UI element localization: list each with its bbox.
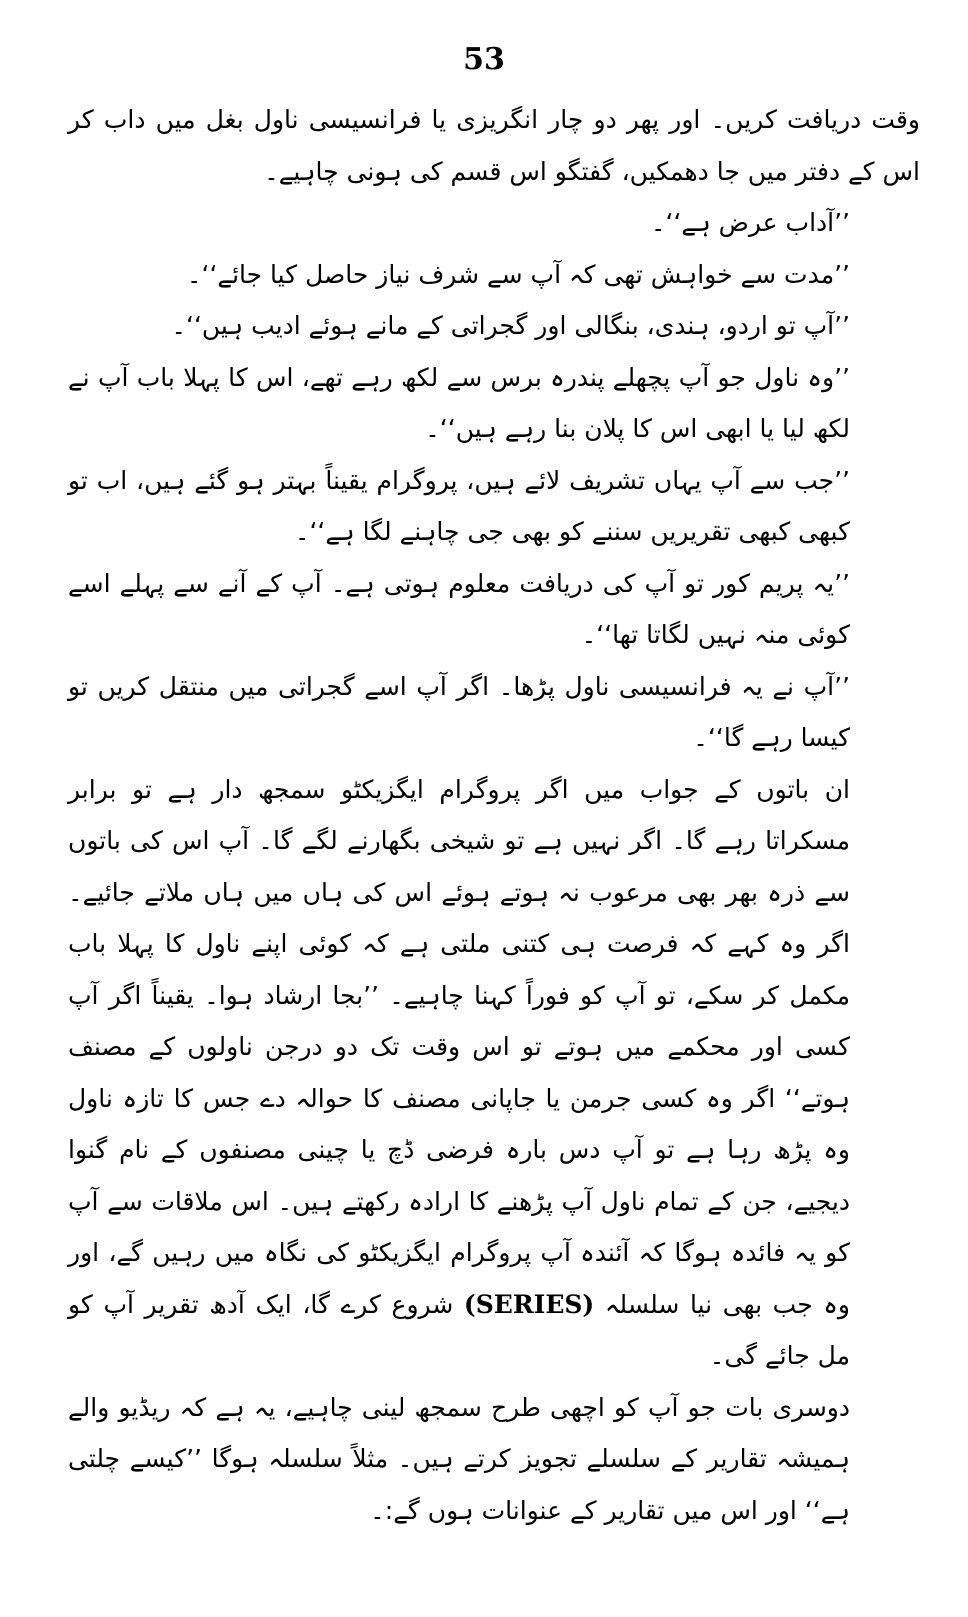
dialogue-line-wish: ’’مدت سے خواہش تھی کہ آپ سے شرف نیاز حاصل کیا جائے‘‘۔ xyxy=(186,259,850,289)
paragraph-advice-text: ان باتوں کے جواب میں اگر پروگرام ایگزیکٹو سمجھ دار ہے تو برابر مسکراتا رہے گا۔ اگر نہیں ہے تو شیخی بگھارنے لگے گا۔ آپ اس کی باتوں سے ذرہ بھر بھی مرعوب نہ ہوتے ہوئے اس کی ہاں میں ہاں ملاتے جائیے۔ اگر وہ کہے کہ فرصت ہی کتنی ملتی ہے کہ کوئی اپنے ناول کا پہلا باب مکمل کر سکے، تو آپ کو فوراً کہنا چاہیے۔ ’’بجا ارشاد ہوا۔ یقیناً اگر آپ کسی اور محکمے میں ہوتے تو اس وقت تک دو درجن ناولوں کے مصنف ہوتے‘‘ اگر وہ کسی جرمن یا جاپانی مصنف کا حوالہ دے جس کا تازہ ناول وہ پڑھ رہا ہے تو آپ دس بارہ فرضی ڈچ یا چینی مصنفوں کے نام گنوا دیجیے، جن کے تمام ناول آپ پڑھنے کا ارادہ رکھتے ہیں۔ اس ملاقات سے آپ کو یہ فائدہ ہوگا کہ آئندہ آپ پروگرام ایگزیکٹو کی نگاہ میں رہیں گے، اور وہ جب بھی نیا سلسلہ xyxy=(68,774,850,1319)
page-body xyxy=(68,94,920,1536)
dialogue-line-novel: ’’وہ ناول جو آپ پچھلے پندرہ برس سے لکھ رہے تھے، اس کا پہلا باب آپ نے لکھ لیا یا ابھی اس کا پلان بنا رہے ہیں‘‘۔ xyxy=(68,362,850,443)
dialogue-line-programs: ’’جب سے آپ یہاں تشریف لائے ہیں، پروگرام یقیناً بہتر ہو گئے ہیں، اب تو کبھی کبھی تقریریں سننے کو بھی جی چاہنے لگا ہے‘‘۔ xyxy=(68,465,850,546)
series-term: (SERIES) xyxy=(463,1289,595,1319)
paragraph-advice-end: شروع کرے گا، ایک آدھ تقریر آپ کو مل جائے گی۔ xyxy=(68,1289,850,1370)
dialogue-line-french-novel: ’’آپ نے یہ فرانسیسی ناول پڑھا۔ اگر آپ اسے گجراتی میں منتقل کریں تو کیسا رہے گا‘‘۔ xyxy=(68,671,850,752)
paragraph-intro: وقت دریافت کریں۔ اور پھر دو چار انگریزی یا فرانسیسی ناول بغل میں داب کر اس کے دفتر میں جا دھمکیں، گفتگو اس قسم کی ہونی چاہیے۔ xyxy=(68,105,920,186)
paragraph-second-point: دوسری بات جو آپ کو اچھی طرح سمجھ لینی چاہیے، یہ ہے کہ ریڈیو والے ہمیشہ تقاریر کے سلسلے تجویز کرتے ہیں۔ مثلاً سلسلہ ہوگا ’’کیسے چلتی ہے‘‘ اور اس میں تقاریر کے عنوانات ہوں گے:۔ xyxy=(68,1392,850,1525)
dialogue-line-languages: ’’آپ تو اردو، ہندی، بنگالی اور گجراتی کے مانے ہوئے ادیب ہیں‘‘۔ xyxy=(171,311,850,340)
dialogue-line-discovery: ’’یہ پریم کور تو آپ کی دریافت معلوم ہوتی ہے۔ آپ کے آنے سے پہلے اسے کوئی منہ نہیں لگاتا تھا‘‘۔ xyxy=(68,568,850,649)
dialogue-line-greeting: ’’آداب عرض ہے‘‘۔ xyxy=(650,208,850,237)
paragraph-advice xyxy=(68,764,920,1382)
page-number: 53 xyxy=(463,42,505,77)
